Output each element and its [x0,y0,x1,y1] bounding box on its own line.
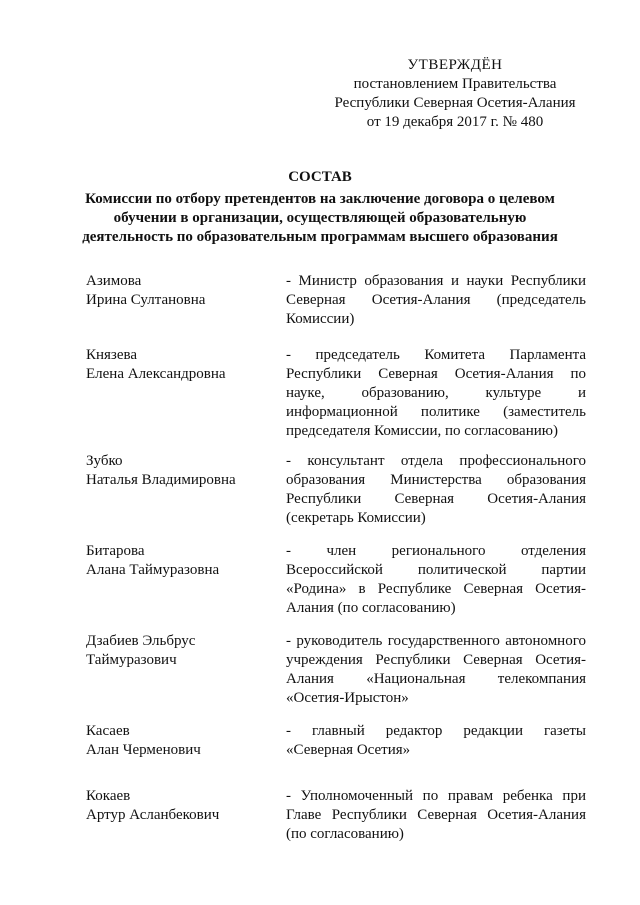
document-subtitle-line-1: Комиссии по отбору претендентов на заключение договора о целевом [85,191,555,207]
member-given-name: Ирина Султановна [86,292,206,308]
member-name [86,542,286,618]
member-name [86,787,286,844]
member-surname: Битарова [86,543,145,559]
member-row [86,787,586,844]
member-name [86,346,286,441]
approved-label: УТВЕРЖДЁН [407,57,503,73]
document-subtitle-line-3: деятельность по образовательным программам высшего образования [82,229,558,245]
member-row [86,632,586,708]
member-role: - консультант отдела профессионального образования Министерства образования Республики Северная Осетия-Алания (секретарь Комиссии) [286,453,586,526]
member-role: - член регионального отделения Всероссийской политической партии «Родина» в Республике Северная Осетия-Алания (по согласованию) [286,543,586,616]
member-surname: Азимова [86,273,142,289]
approval-stamp [320,56,590,132]
member-row [86,452,586,528]
approval-authority: Республики Северная Осетия-Алания [334,95,576,111]
member-given-name: Наталья Владимировна [86,472,236,488]
approval-date-number: от 19 декабря 2017 г. № 480 [366,114,544,130]
member-surname: Князева [86,347,138,363]
member-surname: Зубко [86,453,123,469]
member-given-name: Алана Таймуразовна [86,562,220,578]
member-name [86,452,286,528]
document-subtitle-line-2: обучении в организации, осуществляющей образовательную [113,210,527,226]
document-title: СОСТАВ [288,169,352,185]
member-name [86,722,286,760]
member-given-name: Артур Асланбекович [86,807,220,823]
member-surname: Касаев [86,723,130,739]
member-row [86,272,586,329]
member-role: - главный редактор редакции газеты «Северная Осетия» [286,723,586,758]
member-surname: Дзабиев Эльбрус [86,633,196,649]
member-name [86,272,286,329]
member-row [86,722,586,760]
member-role: - председатель Комитета Парламента Республики Северная Осетия-Алания по науке, образованию, культуре и информационной политике (заместитель председателя Комиссии, по согласованию) [286,347,586,439]
member-row [86,542,586,618]
document-heading [70,168,570,247]
member-role: - Министр образования и науки Республики Северная Осетия-Алания (председатель Комиссии) [286,273,586,327]
member-surname: Кокаев [86,788,131,804]
member-role: - руководитель государственного автономного учреждения Республики Северная Осетия-Алания «Национальная телекомпания «Осетия-Ирыстон» [286,633,586,706]
member-given-name: Елена Александровна [86,366,226,382]
member-row [86,346,586,441]
approval-decree: постановлением Правительства [353,76,557,92]
member-given-name: Алан Черменович [86,742,201,758]
member-role: - Уполномоченный по правам ребенка при Главе Республики Северная Осетия-Алания (по согласованию) [286,788,586,842]
member-name [86,632,286,708]
member-given-name: Таймуразович [86,652,177,668]
